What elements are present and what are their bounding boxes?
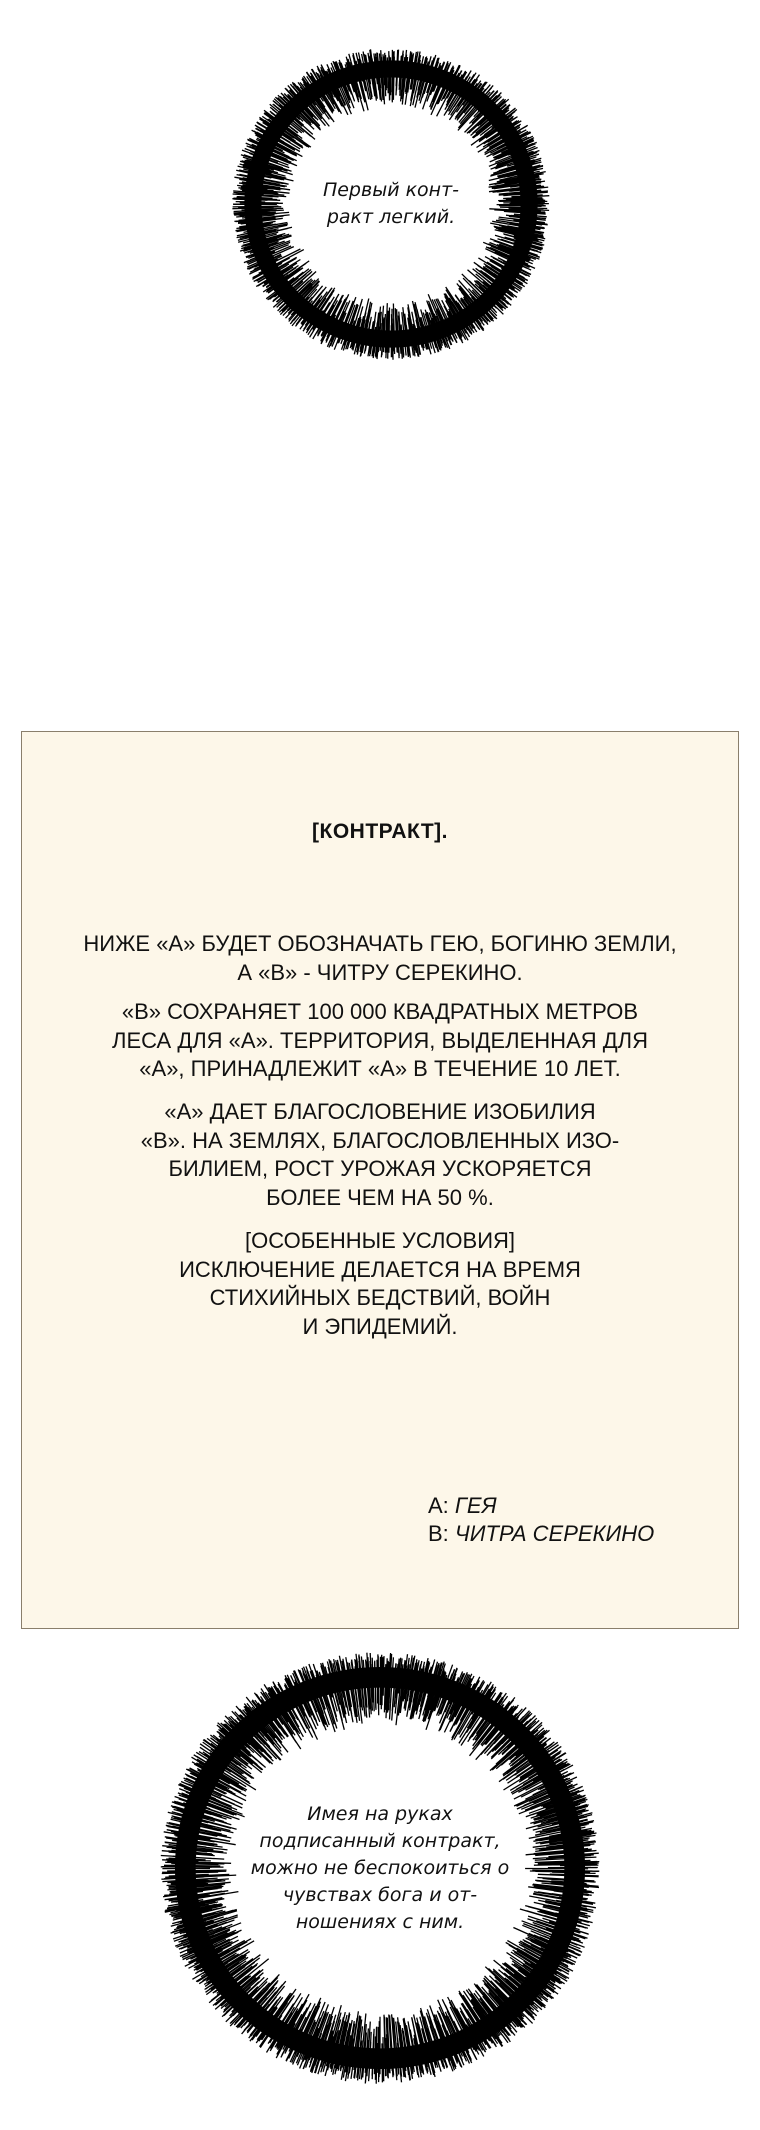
signature-b [428, 1520, 654, 1548]
contract-document [21, 731, 739, 1629]
bubble-bottom-line-2: подписанный контракт, [259, 1829, 501, 1852]
bubble-top-line-1: Первый конт- [322, 179, 460, 201]
contract-p1-line-1: НИЖЕ «А» БУДЕТ ОБОЗНАЧАТЬ ГЕЮ, БОГИНЮ ЗЕМЛИ, [83, 931, 677, 956]
bubble-bottom-line-4: чувствах бога и от- [282, 1883, 478, 1906]
contract-paragraph-1 [22, 930, 738, 987]
contract-p1-line-2: А «В» - ЧИТРУ СЕРЕКИНО. [237, 959, 523, 985]
bubble-bottom-text [251, 1801, 509, 1936]
contract-p4-line-2: ИСКЛЮЧЕНИЕ ДЕЛАЕТСЯ НА ВРЕМЯ [179, 1256, 581, 1282]
contract-p3-line-2: «В». НА ЗЕМЛЯХ, БЛАГОСЛОВЛЕННЫХ ИЗО- [140, 1127, 620, 1153]
contract-paragraph-3 [22, 1098, 738, 1212]
bubble-top-line-2: ракт легкий. [326, 206, 456, 228]
signature-a [428, 1492, 497, 1520]
signature-b-name: ЧИТРА СЕРЕКИНО [454, 1521, 655, 1546]
contract-title: [КОНТРАКТ]. [312, 820, 448, 843]
thought-bubble-top [228, 44, 554, 364]
signature-a-name: ГЕЯ [454, 1493, 497, 1518]
contract-p3-line-4: БОЛЕЕ ЧЕМ НА 50 %. [266, 1184, 494, 1210]
bubble-bottom-line-3: можно не беспокоиться о [250, 1856, 510, 1879]
contract-paragraph-4 [22, 1227, 738, 1341]
contract-paragraph-2 [22, 998, 738, 1084]
thought-bubble-bottom [156, 1648, 604, 2088]
signature-b-label: В: [428, 1521, 449, 1546]
contract-p4-line-3: СТИХИЙНЫХ БЕДСТВИЙ, ВОЙН [209, 1285, 551, 1310]
bubble-bottom-line-1: Имея на руках [307, 1802, 453, 1825]
bubble-bottom-line-5: ношениях с ним. [295, 1910, 465, 1933]
contract-p3-line-3: БИЛИЕМ, РОСТ УРОЖАЯ УСКОРЯЕТСЯ [168, 1156, 592, 1181]
bubble-top-text [323, 177, 459, 231]
contract-p4-line-4: И ЭПИДЕМИЙ. [302, 1313, 458, 1339]
contract-p2-line-3: «А», ПРИНАДЛЕЖИТ «А» В ТЕЧЕНИЕ 10 ЛЕТ. [139, 1056, 621, 1081]
contract-p2-line-2: ЛЕСА ДЛЯ «А». ТЕРРИТОРИЯ, ВЫДЕЛЕННАЯ ДЛЯ [112, 1027, 648, 1053]
signature-a-label: А: [428, 1493, 449, 1518]
contract-p2-line-1: «В» СОХРАНЯЕТ 100 000 КВАДРАТНЫХ МЕТРОВ [121, 999, 639, 1024]
contract-p4-line-1: [ОСОБЕННЫЕ УСЛОВИЯ] [244, 1228, 516, 1253]
contract-p3-line-1: «А» ДАЕТ БЛАГОСЛОВЕНИЕ ИЗОБИЛИЯ [164, 1099, 596, 1124]
